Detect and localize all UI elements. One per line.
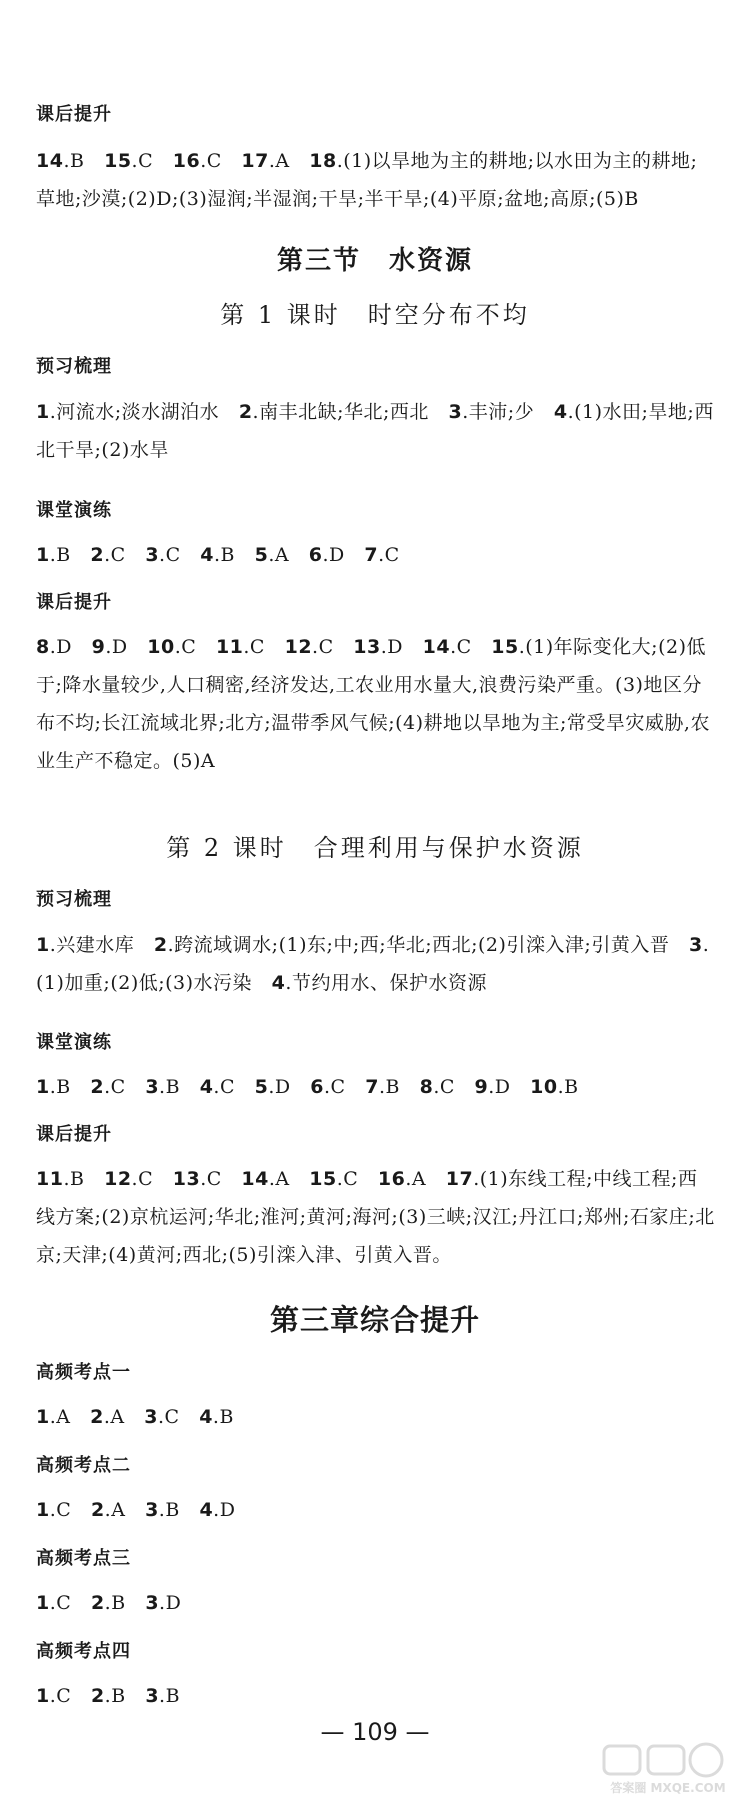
- question-number: 10: [147, 636, 175, 658]
- answer-text: .(1)水田;旱地;西北干旱;(2)水旱: [36, 401, 714, 461]
- answer-text: .D: [380, 636, 403, 658]
- answer-text: .A: [268, 544, 290, 566]
- answer-item: [365, 1076, 400, 1098]
- question-number: 2: [90, 544, 105, 566]
- answer-item: [147, 636, 196, 658]
- question-number: 2: [90, 1406, 104, 1428]
- answer-text: .C: [450, 636, 472, 658]
- answer-text: .B: [49, 1076, 71, 1098]
- answer-paragraph: [36, 1491, 716, 1529]
- answer-item: [91, 1592, 126, 1614]
- question-number: 1: [36, 934, 50, 956]
- answer-text: .B: [63, 1168, 85, 1190]
- section-title: 第三节 水资源: [276, 246, 473, 276]
- answer-paragraph: [36, 926, 716, 1002]
- answer-item: [145, 1685, 180, 1707]
- answer-item: [420, 1076, 455, 1098]
- question-number: 4: [199, 1406, 213, 1428]
- answer-text: .C: [131, 150, 154, 172]
- page-number: — 109 —: [320, 1718, 430, 1746]
- subsection-heading: 课后提升: [36, 592, 112, 613]
- question-number: 15: [491, 636, 519, 658]
- question-number: 4: [271, 972, 286, 994]
- answer-paragraph: [36, 1398, 716, 1436]
- answer-item: [36, 1406, 71, 1428]
- answer-item: [36, 1076, 71, 1098]
- answer-item: [36, 1499, 71, 1521]
- answer-item: [36, 1168, 84, 1190]
- answer-text: .C: [336, 1168, 359, 1190]
- question-number: 16: [377, 1168, 406, 1190]
- subsection-heading: 课堂演练: [36, 500, 112, 521]
- subsection-heading: 课堂演练: [36, 1032, 112, 1053]
- answer-text: .D: [159, 1592, 182, 1614]
- watermark-logo: [598, 1738, 738, 1798]
- answer-text: .河流水;淡水湖泊水: [49, 401, 220, 423]
- answer-text: .(1)加重;(2)低;(3)水污染: [36, 934, 710, 994]
- question-number: 2: [238, 401, 253, 423]
- answer-item: [285, 636, 334, 658]
- subsection-heading: 高频考点一: [36, 1362, 131, 1383]
- answer-item: [272, 972, 487, 994]
- answer-item: [449, 401, 535, 423]
- answer-text: .B: [158, 1499, 180, 1521]
- answer-item: [90, 1076, 125, 1098]
- answer-item: [90, 544, 125, 566]
- answer-text: .A: [268, 150, 290, 172]
- question-number: 10: [530, 1076, 558, 1098]
- answer-item: [173, 150, 222, 172]
- answer-item: [36, 150, 84, 172]
- answer-text: .D: [322, 544, 345, 566]
- answer-item: [199, 1499, 235, 1521]
- question-number: 7: [364, 544, 379, 566]
- answer-text: .C: [157, 1406, 180, 1428]
- question-number: 11: [36, 1168, 64, 1190]
- answer-text: .B: [104, 1685, 126, 1707]
- question-number: 3: [688, 934, 703, 956]
- question-number: 3: [448, 401, 463, 423]
- question-number: 1: [36, 1685, 50, 1707]
- question-number: 1: [36, 1076, 50, 1098]
- answer-item: [145, 1499, 180, 1521]
- question-number: 13: [353, 636, 381, 658]
- question-number: 5: [254, 1076, 269, 1098]
- answer-item: [104, 150, 153, 172]
- lesson-title: 第 1 课时 时空分布不均: [220, 301, 530, 329]
- answer-text: .A: [405, 1168, 427, 1190]
- answer-item: [255, 544, 290, 566]
- answer-text: .(1)年际变化大;(2)低于;降水量较少,人口稠密,经济发达,工农业用水量大,浪费污染严重。(3)地区分布不均;长江流域北界;北方;温带季风气候;(4)耕地以旱地为主;常受旱灾威胁,农业生产不稳定。(5)A: [36, 636, 710, 772]
- answer-text: .B: [378, 1076, 400, 1098]
- answer-item: [255, 1076, 291, 1098]
- chapter-title: 第三章综合提升: [269, 1303, 480, 1337]
- answer-text: .B: [159, 1685, 181, 1707]
- answer-item: [199, 1406, 234, 1428]
- answer-text: .C: [174, 636, 197, 658]
- answer-text: .C: [213, 1076, 235, 1098]
- answer-item: [36, 401, 219, 423]
- answer-item: [423, 636, 472, 658]
- answer-item: [310, 1076, 345, 1098]
- answer-text: .C: [200, 150, 222, 172]
- answer-text: .C: [131, 1168, 154, 1190]
- answer-item: [104, 1168, 153, 1190]
- question-number: 15: [104, 150, 132, 172]
- question-number: 1: [36, 1499, 50, 1521]
- question-number: 17: [445, 1168, 474, 1190]
- answer-item: [36, 636, 72, 658]
- question-number: 2: [90, 1592, 105, 1614]
- answer-item: [200, 1076, 235, 1098]
- question-number: 3: [145, 1076, 160, 1098]
- subsection-heading: 高频考点二: [36, 1455, 131, 1476]
- question-number: 3: [145, 1592, 160, 1614]
- answer-item: [145, 1076, 180, 1098]
- answer-text: .C: [200, 1168, 222, 1190]
- answer-text: .C: [49, 1499, 72, 1521]
- answer-item: [92, 636, 128, 658]
- answer-paragraph: [36, 1584, 716, 1622]
- answer-text: .A: [104, 1499, 126, 1521]
- answer-text: .C: [378, 544, 400, 566]
- answer-text: .B: [212, 1406, 234, 1428]
- question-number: 12: [104, 1168, 132, 1190]
- answer-item: [353, 636, 403, 658]
- question-number: 14: [241, 1168, 269, 1190]
- answer-item: [36, 1592, 71, 1614]
- subsection-heading: 预习梳理: [36, 356, 112, 377]
- answer-text: .C: [104, 1076, 126, 1098]
- answer-item: [241, 150, 289, 172]
- answer-item: [530, 1076, 578, 1098]
- question-number: 2: [90, 1076, 105, 1098]
- subsection-heading: 课后提升: [36, 1124, 112, 1145]
- answer-item: [36, 544, 71, 566]
- question-number: 8: [419, 1076, 434, 1098]
- question-number: 1: [36, 401, 50, 423]
- question-number: 9: [91, 636, 106, 658]
- answer-item: [154, 934, 669, 956]
- answer-text: .C: [243, 636, 265, 658]
- question-number: 5: [254, 544, 269, 566]
- question-number: 14: [422, 636, 451, 658]
- answer-text: .C: [104, 544, 126, 566]
- question-number: 1: [36, 544, 50, 566]
- answer-item: [36, 934, 134, 956]
- answer-paragraph: [36, 393, 716, 469]
- answer-text: .D: [268, 1076, 291, 1098]
- answer-text: .D: [49, 636, 73, 658]
- answer-paragraph: [36, 628, 716, 780]
- answer-item: [309, 1168, 358, 1190]
- answer-item: [364, 544, 399, 566]
- question-number: 9: [474, 1076, 489, 1098]
- answer-text: .A: [103, 1406, 125, 1428]
- question-number: 6: [308, 544, 323, 566]
- answer-text: .南丰北缺;华北;西北: [252, 401, 429, 423]
- question-number: 4: [199, 1499, 214, 1521]
- lesson-title: 第 2 课时 合理利用与保护水资源: [166, 834, 584, 862]
- answer-text: .C: [324, 1076, 346, 1098]
- answer-text: .B: [104, 1592, 126, 1614]
- answer-text: .C: [49, 1592, 72, 1614]
- answer-text: .B: [63, 150, 85, 172]
- question-number: 2: [153, 934, 168, 956]
- question-number: 4: [200, 544, 214, 566]
- answer-paragraph: [36, 1677, 716, 1715]
- question-number: 17: [241, 150, 269, 172]
- answer-item: [144, 1406, 179, 1428]
- question-number: 18: [309, 150, 337, 172]
- question-number: 11: [215, 636, 244, 658]
- question-number: 3: [144, 1406, 158, 1428]
- question-number: 8: [36, 636, 50, 658]
- question-number: 14: [36, 150, 64, 172]
- answer-text: .节约用水、保护水资源: [285, 972, 487, 994]
- answer-text: .D: [105, 636, 128, 658]
- question-number: 12: [284, 636, 313, 658]
- question-number: 2: [90, 1685, 105, 1707]
- answer-item: [200, 544, 235, 566]
- answer-text: .A: [49, 1406, 71, 1428]
- answer-paragraph: [36, 1068, 716, 1106]
- question-number: 4: [199, 1076, 214, 1098]
- answer-item: [241, 1168, 289, 1190]
- question-number: 6: [310, 1076, 324, 1098]
- answer-text: .C: [312, 636, 334, 658]
- answer-text: .兴建水库: [49, 934, 135, 956]
- answer-paragraph: [36, 536, 716, 574]
- subsection-heading: 高频考点四: [36, 1641, 131, 1662]
- answer-item: [91, 1685, 126, 1707]
- answer-text: .(1)东线工程;中线工程;西线方案;(2)京杭运河;华北;淮河;黄河;海河;(3)三峡;汉江;丹江口;郑州;石家庄;北京;天津;(4)黄河;西北;(5)引滦入津、引黄入晋。: [36, 1168, 715, 1266]
- answer-text: .跨流域调水;(1)东;中;西;华北;西北;(2)引滦入津;引黄入晋: [167, 934, 670, 956]
- question-number: 2: [90, 1499, 105, 1521]
- answer-text: .C: [159, 544, 181, 566]
- answer-item: [309, 544, 345, 566]
- answer-item: [145, 1592, 181, 1614]
- answer-text: .D: [213, 1499, 236, 1521]
- answer-text: .C: [433, 1076, 455, 1098]
- question-number: 3: [145, 1499, 159, 1521]
- answer-item: [173, 1168, 222, 1190]
- answer-text: .B: [159, 1076, 181, 1098]
- answer-text: .A: [268, 1168, 290, 1190]
- answer-paragraph: [36, 142, 716, 218]
- question-number: 15: [309, 1168, 337, 1190]
- answer-item: [90, 1406, 125, 1428]
- answer-text: .(1)以旱地为主的耕地;以水田为主的耕地;草地;沙漠;(2)D;(3)湿润;半湿润;干旱;半干旱;(4)平原;盆地;高原;(5)B: [36, 150, 698, 210]
- answer-text: .C: [49, 1685, 72, 1707]
- subsection-heading: 预习梳理: [36, 889, 112, 910]
- question-number: 3: [145, 1685, 160, 1707]
- question-number: 1: [36, 1592, 50, 1614]
- question-number: 13: [172, 1168, 201, 1190]
- answer-paragraph: [36, 1160, 716, 1274]
- answer-item: [475, 1076, 511, 1098]
- answer-item: [216, 636, 265, 658]
- subsection-heading: 课后提升: [36, 104, 112, 125]
- question-number: 7: [365, 1076, 379, 1098]
- question-number: 3: [145, 544, 160, 566]
- answer-text: .D: [488, 1076, 511, 1098]
- answer-item: [91, 1499, 126, 1521]
- answer-item: [378, 1168, 426, 1190]
- answer-text: .丰沛;少: [462, 401, 535, 423]
- question-number: 16: [172, 150, 201, 172]
- answer-item: [145, 544, 180, 566]
- subsection-heading: 高频考点三: [36, 1548, 131, 1569]
- answer-text: .B: [557, 1076, 579, 1098]
- question-number: 4: [553, 401, 568, 423]
- answer-item: [239, 401, 429, 423]
- answer-text: .B: [213, 544, 235, 566]
- answer-text: .B: [49, 544, 71, 566]
- watermark-text: 答案圈 MXQE.COM: [610, 1781, 726, 1795]
- answer-item: [36, 1685, 71, 1707]
- question-number: 1: [36, 1406, 50, 1428]
